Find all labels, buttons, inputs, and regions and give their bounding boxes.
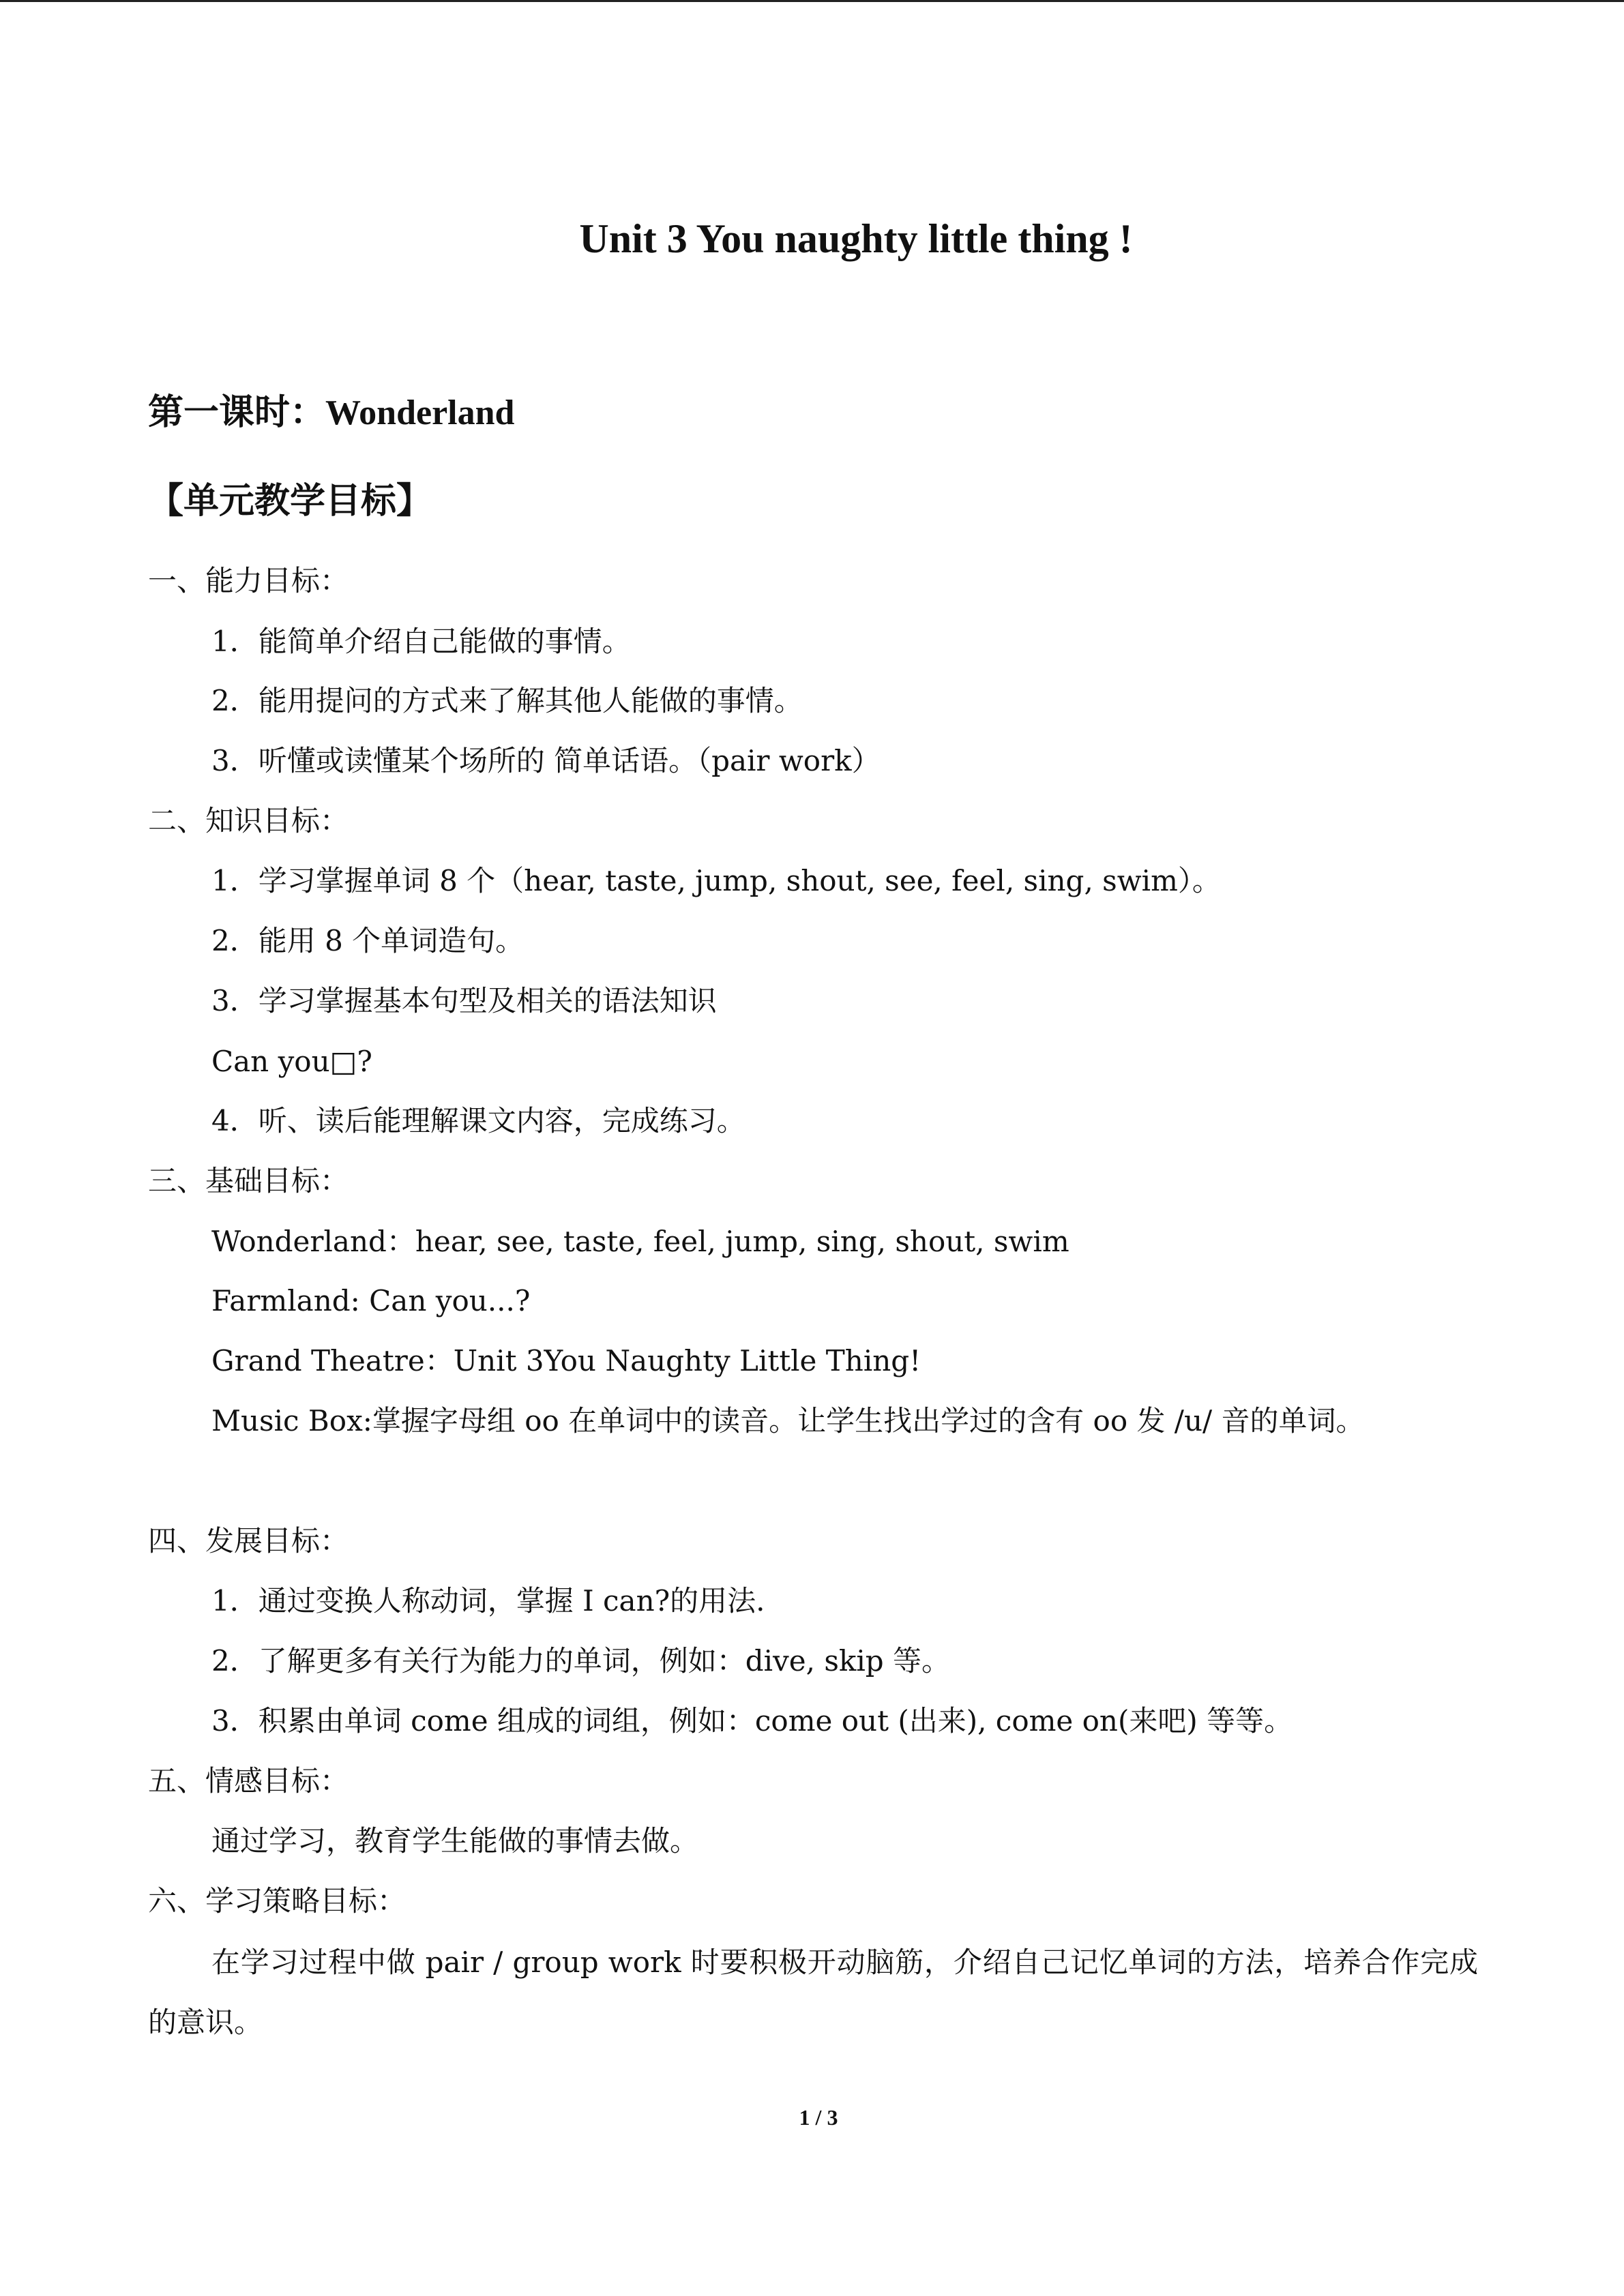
page-top-border <box>0 0 1624 2</box>
knowledge-item: Can you□? <box>211 1045 372 1078</box>
document-title: Unit 3 You naughty little thing ! <box>579 216 1133 261</box>
basic-item: Farmland: Can you...? <box>211 1284 531 1317</box>
unit-goals-heading: 【单元教学目标】 <box>148 480 432 522</box>
development-item: 1．通过变换人称动词，掌握 I can?的用法. <box>211 1584 765 1617</box>
basic-item: Grand Theatre：Unit 3You Naughty Little Thing! <box>211 1344 921 1377</box>
basic-music-box-paragraph: Music Box:掌握字母组 oo 在单词中的读音。让学生找出学过的含有 oo 发 /u/ 音的单词。 <box>211 1404 1365 1437</box>
section-heading-knowledge: 二、知识目标： <box>148 804 349 837</box>
ability-item: 2．能用提问的方式来了解其他人能做的事情。 <box>211 684 803 717</box>
lesson-prefix: 第一课时： <box>148 391 326 433</box>
basic-item: Wonderland：hear, see, taste, feel, jump, sing, shout, swim <box>211 1225 1069 1258</box>
knowledge-item: 4．听、读后能理解课文内容，完成练习。 <box>211 1104 745 1137</box>
development-item: 3．积累由单词 come 组成的词组，例如：come out (出来), come on(来吧) 等等。 <box>211 1704 1293 1738</box>
strategy-paragraph: 在学习过程中做 pair / group work 时要积极开动脑筋，介绍自己记忆单词的方法，培养合作完成的意识。 <box>148 1945 1478 2039</box>
knowledge-item: 3．学习掌握基本句型及相关的语法知识 <box>211 984 717 1017</box>
knowledge-item: 2．能用 8 个单词造句。 <box>211 924 525 957</box>
knowledge-item: 1．学习掌握单词 8 个（hear, taste, jump, shout, see, feel, sing, swim）。 <box>211 864 1221 897</box>
section-heading-development: 四、发展目标： <box>148 1524 349 1557</box>
section-heading-ability: 一、能力目标： <box>148 564 349 597</box>
ability-item: 1．能简单介绍自己能做的事情。 <box>211 625 631 658</box>
section-heading-emotion: 五、情感目标： <box>148 1764 349 1798</box>
section-heading-basic: 三、基础目标： <box>148 1164 349 1197</box>
ability-item: 3．听懂或读懂某个场所的 简单话语。（pair work） <box>211 744 881 777</box>
emotion-item: 通过学习，教育学生能做的事情去做。 <box>211 1824 699 1858</box>
section-heading-strategy: 六、学习策略目标： <box>148 1884 407 1918</box>
lesson-name: Wonderland <box>325 393 515 432</box>
development-item: 2．了解更多有关行为能力的单词，例如：dive, skip 等。 <box>211 1644 950 1678</box>
page-number: 1 / 3 <box>799 2105 838 2130</box>
lesson-heading <box>148 389 514 437</box>
